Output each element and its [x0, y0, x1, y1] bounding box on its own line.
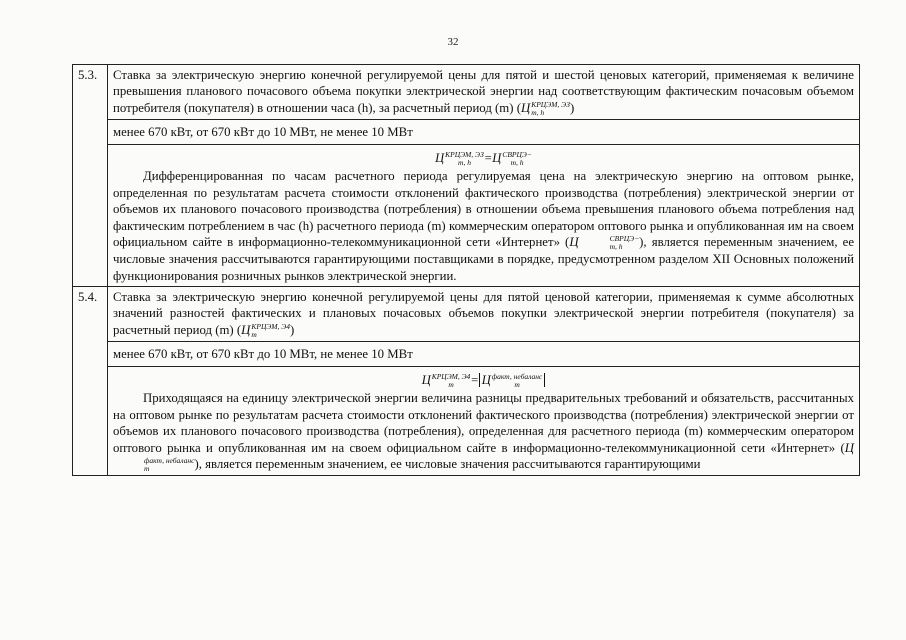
formula-symbol: Ц — [520, 100, 531, 115]
tariff-table — [72, 64, 860, 476]
item-number: 5.3. — [73, 65, 108, 287]
description-text: Дифференцированная по часам расчетного периода регулируемая цена на электрическую энергию на оптовом рынке, определенная по результатам расчета стоимости отклонений фактического производства (потребления) электрической энергии от объемов их планового почасового производства (потребления) в отношении объема превышения планового объема потребления над фактическим потреблением в час (h) расчетного периода (m) коммерческим оператором оптового рынка и опубликованная им на своем официальном сайте в информационно-телекоммуникационной сети «Интернет» (Ц СВРЦЭ− m, h ), является переменным значением, ее числовые значения рассчитываются гарантирующими поставщиками в порядке, предусмотренном разделом XII Основных положений функционирования розничных рынков электрической энергии. — [113, 169, 855, 283]
formula: Ц КРЦЭМ, ЭЗ m, h =Ц СВРЦЭ− m, h — [435, 150, 532, 168]
heading-text: Ставка за электрическую энергию конечной регулируемой цены для пятой ценовой категории, применяемая к сумме абсолютных значений разностей фактических и плановых почасовых объемов покупки электрической энергии потребителя (покупателя) за расчетный период (m) ( — [113, 289, 854, 337]
table-row — [73, 119, 860, 144]
heading-text: Ставка за электрическую энергию конечной регулируемой цены для пятой и шестой ценовых категорий, применяемая к величине превышения планового почасового объема покупки электрической энергии над соответствующим фактическим почасовым объемом потребителя (покупателя) в отношении часа (h), за расчетный период (m) ( — [113, 68, 854, 115]
table-row — [73, 286, 860, 341]
table-row — [73, 341, 860, 366]
power-conditions: менее 670 кВт, от 670 кВт до 10 МВт, не менее 10 МВт — [108, 341, 860, 366]
description-text: Приходящаяся на единицу электрической энергии величина разницы предварительных требований и обязательств, рассчитанных на оптовом рынке по результатам расчета стоимости отклонений фактического производства (потребления) электрической энергии от объемов их планового почасового производства (потребления), определенная для расчетного периода (m) коммерческим оператором оптового рынка и опубликованная им на своем официальном сайте в информационно-телекоммуникационной сети «Интернет» (Ц факт, небаланс m ), является переменным значением, ее числовые значения рассчитываются гарантирующими — [113, 391, 854, 473]
item-number: 5.4. — [73, 286, 108, 475]
formula: Ц КРЦЭМ, Э4 m = Ц факт, небаланс m — [113, 369, 854, 390]
symbol-indices: КРЦЭМ, ЭЗ m, h — [531, 99, 570, 117]
page-number: 32 — [447, 36, 459, 48]
power-conditions: менее 670 кВт, от 670 кВт до 10 МВт, не менее 10 МВт — [108, 119, 860, 144]
item-description — [108, 367, 860, 476]
table-row — [73, 367, 860, 476]
item-heading: Ставка за электрическую энергию конечной регулируемой цены для пятой ценовой категории, применяемая к сумме абсолютных значений разностей фактических и плановых почасовых объемов покупки электрической энергии потребителя (покупателя) за расчетный период (m) (Ц КРЦЭМ, Э4 m ) — [108, 286, 860, 341]
item-heading: Ставка за электрическую энергию конечной регулируемой цены для пятой и шестой ценовых категорий, применяемая к величине превышения планового почасового объема покупки электрической энергии над соответствующим фактическим почасовым объемом потребителя (покупателя) в отношении часа (h), за расчетный период (m) (Ц КРЦЭМ, ЭЗ m, h ) — [108, 65, 860, 120]
table-row — [73, 65, 860, 120]
item-description — [108, 145, 860, 287]
table-row — [73, 145, 860, 287]
